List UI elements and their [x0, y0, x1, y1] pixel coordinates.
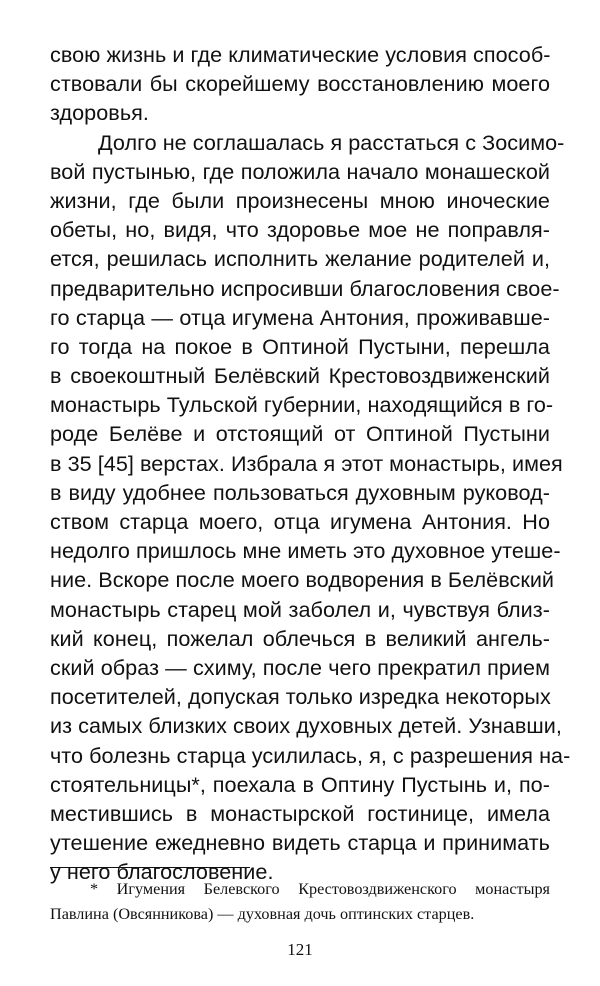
text-line: го старца — отца игумена Антония, проживавше-	[50, 304, 550, 330]
text-line: в виду удобнее пользоваться духовным руковод-	[50, 479, 550, 505]
footnote-divider	[50, 867, 250, 868]
text-line: ние. Вскоре после моего водворения в Белёвский	[50, 567, 555, 593]
text-line: что болезнь старца усилилась, я, с разрешения на-	[50, 742, 571, 768]
text-line: монастырь Тульской губернии, находящийся в го-	[50, 392, 554, 418]
text-line: монастырь старец мой заболел и, чувствуя близ-	[50, 596, 550, 622]
text-line: ский образ — схиму, после чего прекратил прием	[50, 654, 550, 680]
text-line: ется, решилась исполнить желание родителей и,	[50, 246, 550, 272]
text-line: в 35 [45] верстах. Избрала я этот монастырь, имея	[50, 450, 563, 476]
text-line: стоятельницы*, поехала в Оптину Пустынь и, по-	[50, 771, 550, 797]
text-line: местившись в монастырской гостинице, имела	[50, 800, 550, 826]
text-line: роде Белёве и отстоящий от Оптиной Пустыни	[50, 421, 550, 447]
text-line: у него благословение.	[50, 859, 274, 885]
text-line: Долго не соглашалась я расстаться с Зосимо-	[98, 129, 565, 155]
text-line: го тогда на покое в Оптиной Пустыни, перешла	[50, 333, 550, 359]
text-line: ствовали бы скорейшему восстановлению моего	[50, 71, 550, 97]
text-line: кий конец, пожелал облечься в великий ангель-	[50, 625, 550, 651]
text-line: предварительно испросивши благословения свое-	[50, 275, 560, 301]
text-line: обеты, но, видя, что здоровье мое не поправля-	[50, 217, 550, 243]
text-line: свою жизнь и где климатические условия способ-	[50, 42, 551, 67]
text-line: недолго пришлось мне иметь это духовное утеше-	[50, 538, 561, 564]
text-line: посетителей, допуская только изредка некоторых	[50, 684, 551, 710]
text-line: утешение ежедневно видеть старца и принимать	[50, 830, 550, 856]
footnote-line: Павлина (Овсянникова) — духовная дочь оптинских старцев.	[50, 905, 475, 923]
page-number: 121	[287, 940, 313, 959]
footnote-line: * Игумения Белевского Крестовоздвиженского монастыря	[90, 880, 550, 898]
text-line: в своекоштный Белёвский Крестовоздвиженский	[50, 363, 550, 389]
text-line: ством старца моего, отца игумена Антония. Но	[50, 509, 550, 534]
text-line: из самых близких своих духовных детей. Узнавши,	[50, 713, 562, 739]
text-line: здоровья.	[50, 100, 149, 126]
paragraph-2	[50, 128, 571, 887]
text-line: вой пустынью, где положила начало монашеской	[50, 158, 550, 184]
footnote	[50, 877, 550, 927]
paragraph-1	[50, 40, 550, 128]
main-text	[50, 40, 571, 886]
text-line: жизни, где были произнесены мною иноческие	[50, 187, 550, 213]
